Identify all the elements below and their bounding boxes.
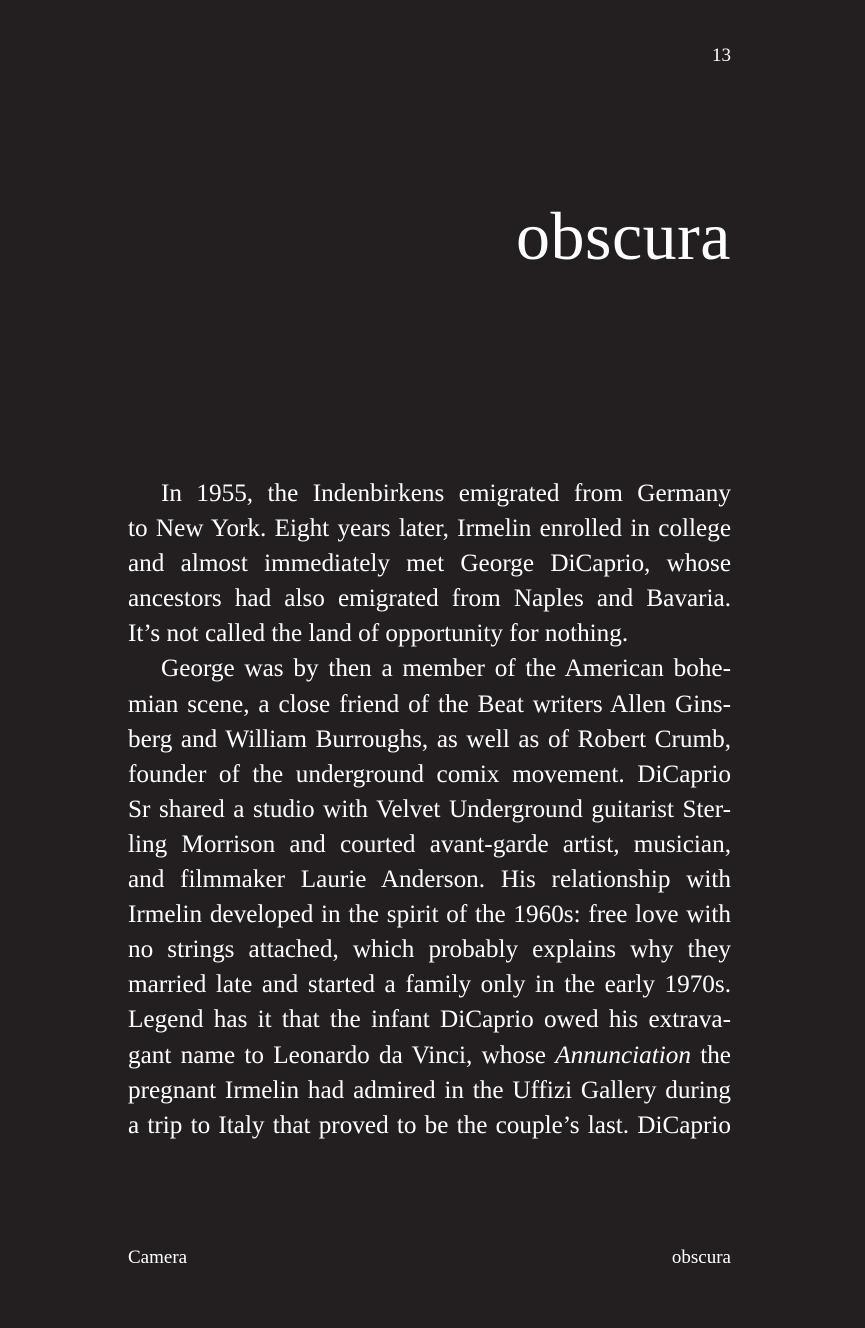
text-line: pregnant Irmelin had admired in the Uffizi Gallery during (128, 1076, 731, 1104)
paragraph-1 (128, 476, 731, 651)
text-line: Irmelin developed in the spirit of the 1960s: free love with (128, 901, 731, 929)
page-number: 13 (712, 45, 731, 66)
running-footer-right: obscura (671, 1247, 731, 1268)
text-line: a trip to Italy that proved to be the couple’s last. DiCaprio (128, 1111, 731, 1139)
text-line: ling Morrison and courted avant-garde artist, musician, (128, 830, 731, 858)
text-line: Legend has it that the infant DiCaprio owed his extrava- (128, 1006, 731, 1034)
text-line: and almost immediately met George DiCaprio, whose (128, 550, 731, 578)
text-segment: the (690, 1041, 731, 1069)
text-line: Sr shared a studio with Velvet Underground guitarist Ster- (128, 795, 731, 823)
paragraph-2 (128, 651, 731, 1142)
text-line: and filmmaker Laurie Anderson. His relationship with (128, 866, 731, 894)
text-line: married late and started a family only in the early 1970s. (128, 971, 731, 999)
artwork-title: Annunciation (555, 1041, 691, 1069)
chapter-title: obscura (516, 198, 731, 274)
text-segment: gant name to Leonardo da Vinci, whose (128, 1041, 556, 1069)
text-line: founder of the underground comix movement. DiCaprio (128, 760, 731, 788)
text-line: In 1955, the Indenbirkens emigrated from Germany (161, 480, 731, 507)
running-footer-left: Camera (128, 1247, 188, 1268)
text-line: ancestors had also emigrated from Naples and Bavaria. (128, 585, 731, 613)
text-line: It’s not called the land of opportunity for nothing. (128, 620, 629, 648)
text-line: no strings attached, which probably explains why they (128, 936, 731, 964)
text-line: George was by then a member of the American bohe- (161, 655, 731, 683)
body-text (128, 476, 731, 1143)
text-line: berg and William Burroughs, as well as of Robert Crumb, (128, 725, 731, 753)
text-line-with-italic (128, 1038, 731, 1073)
text-line: to New York. Eight years later, Irmelin enrolled in college (128, 515, 731, 543)
text-line: mian scene, a close friend of the Beat writers Allen Gins- (128, 690, 731, 718)
